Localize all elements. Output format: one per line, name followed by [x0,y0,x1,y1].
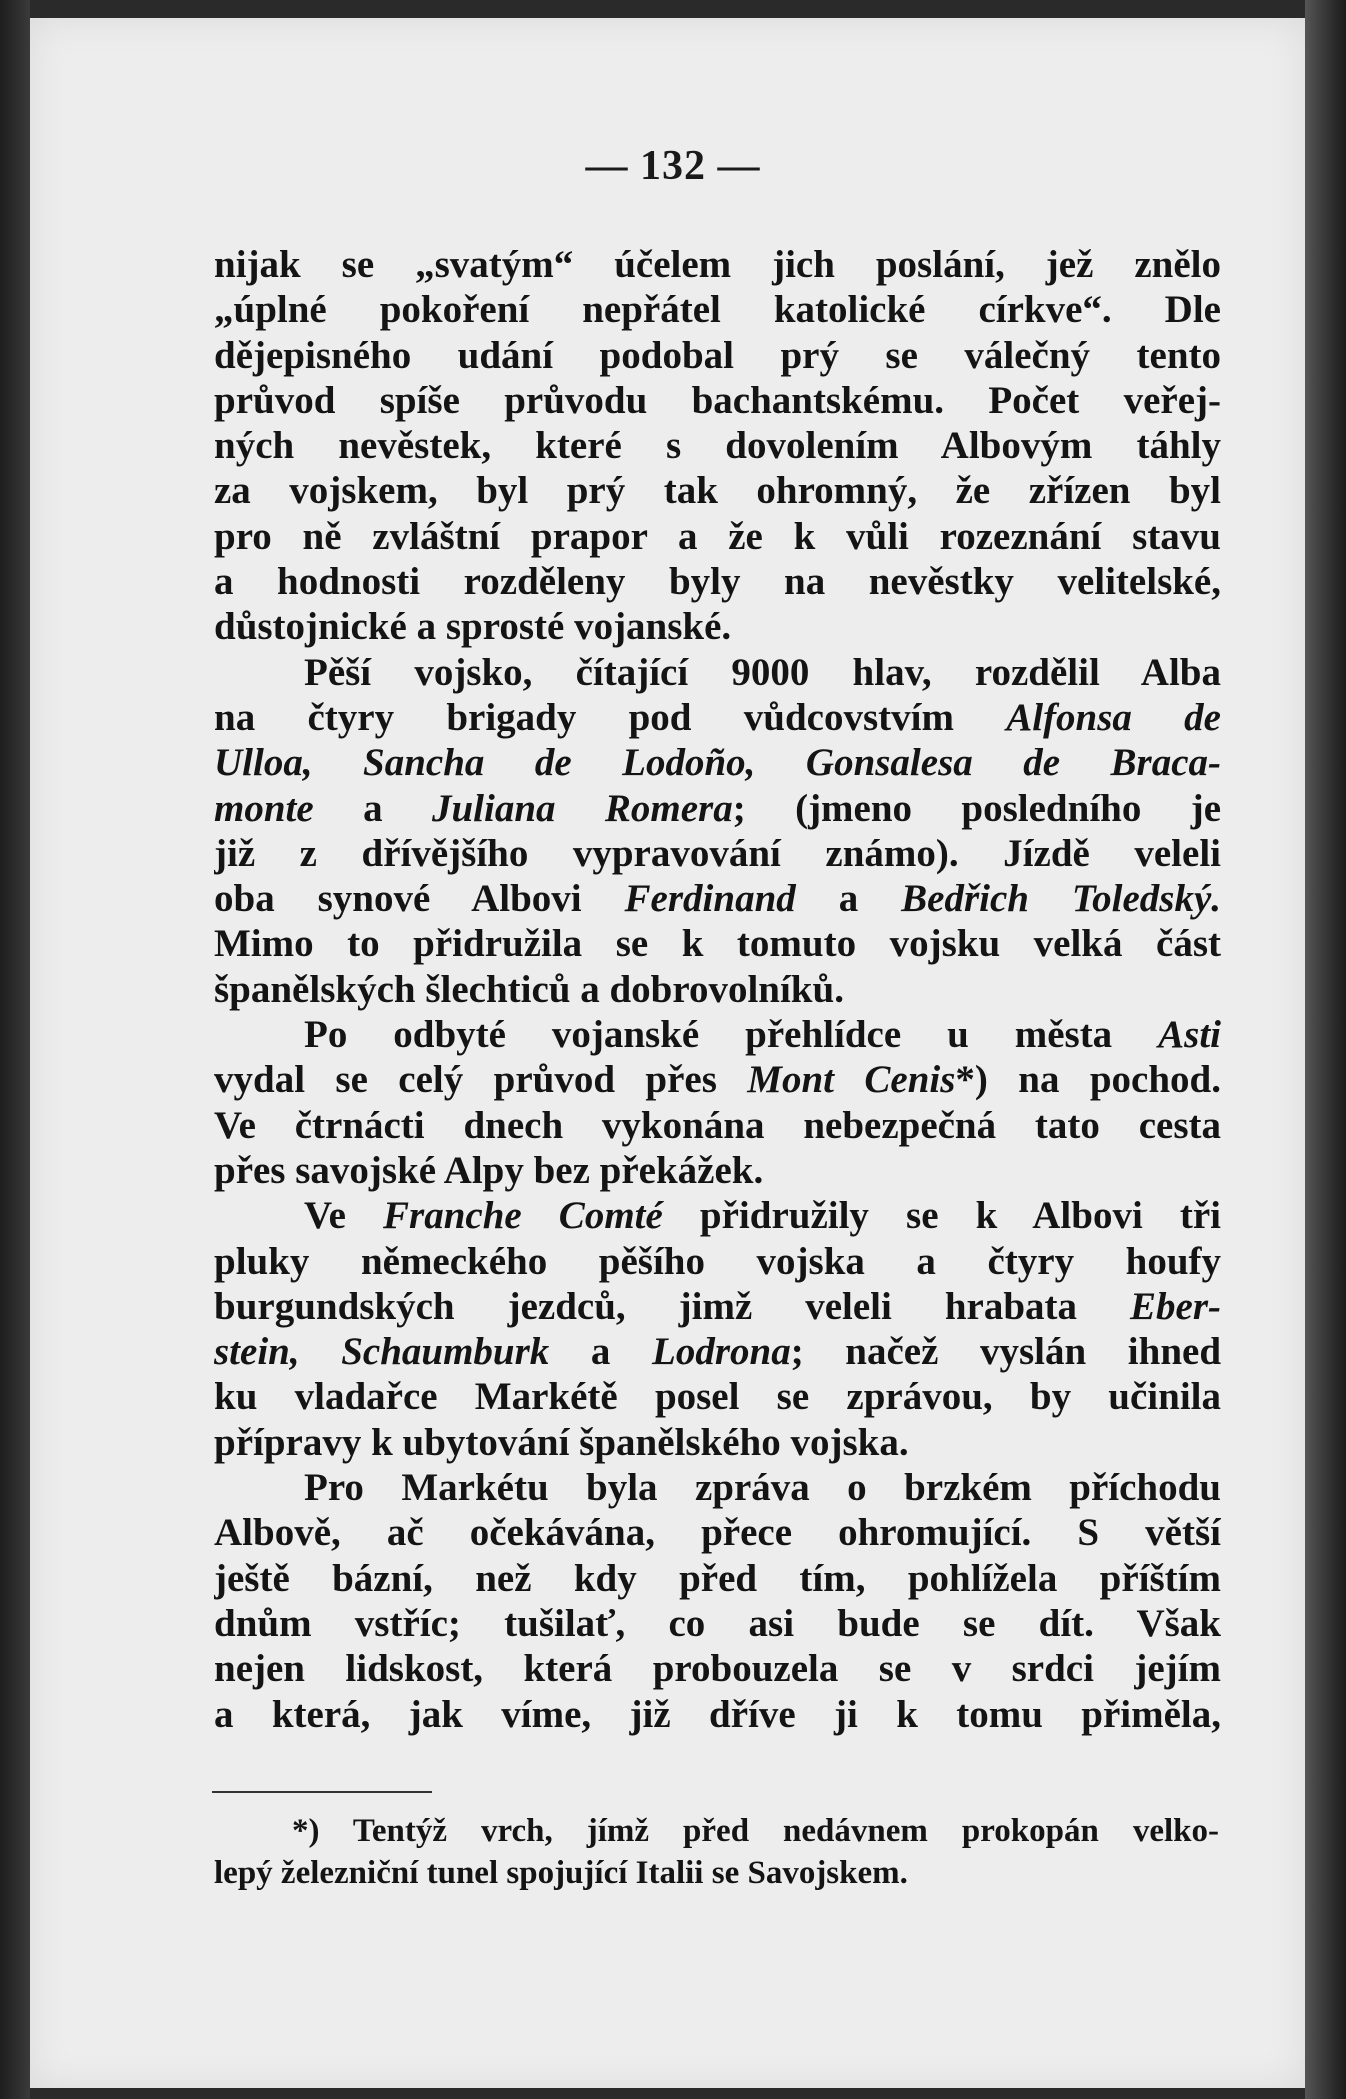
text-line: ných nevěstek, které s dovolením Albovým táhly [214,424,1221,468]
text-line: Ve čtrnácti dnech vykonána nebezpečná tato cesta [214,1103,1221,1147]
text-line: nijak se „svatým“ účelem jich poslání, jež znělo [214,243,1221,286]
page-number: — 132 — [585,143,761,189]
text-line: stein, Schaumburk a Lodrona; načež vyslán ihned [214,1330,1221,1374]
text-line: pro ně zvláštní prapor a že k vůli rozeznání stavu [214,514,1221,558]
scan-right-edge [1305,0,1346,2099]
scan-left-edge [0,0,30,2099]
text-line: na čtyry brigady pod vůdcovstvím Alfonsa de [214,695,1221,739]
text-line: Ulloa, Sancha de Lodoño, Gonsalesa de Braca- [214,741,1221,785]
footnote [214,1810,1219,1894]
text-line: za vojskem, byl prý tak ohromný, že zřízen byl [214,469,1221,513]
text-line: burgundských jezdců, jimž veleli hrabata Eber- [214,1284,1221,1328]
text-line: Pro Markétu byla zpráva o brzkém příchodu [304,1466,1221,1510]
text-line: průvod spíše průvodu bachantskému. Počet veřej- [214,378,1221,422]
text-line: dnům vstříc; tušilať, co asi bude se dít. Však [214,1601,1221,1645]
text-line: nejen lidskost, která probouzela se v srdci jejím [214,1647,1221,1691]
text-line: přes savojské Alpy bez překážek. [214,1148,764,1192]
text-line: a hodnosti rozděleny byly na nevěstky velitelské, [214,560,1221,604]
text-line: již z dřívějšího vypravování známo). Jízdě veleli [214,831,1221,875]
text-line: oba synové Albovi Ferdinand a Bedřich Toledský. [214,877,1221,921]
text-line: španělských šlechticů a dobrovolníků. [214,967,844,1011]
text-line: pluky německého pěšího vojska a čtyry houfy [214,1239,1221,1283]
footnote-separator [212,1791,432,1793]
text-line: Ve Franche Comté přidružily se k Albovi tři [304,1194,1221,1238]
text-line: „úplné pokoření nepřátel katolické církve“. Dle [214,288,1221,332]
footnote-line: *) Tentýž vrch, jímž před nedávnem prokopán velko- [292,1813,1219,1849]
text-line: Mimo to přidružila se k tomuto vojsku velká část [214,922,1221,966]
body-text [214,242,1221,1737]
text-line: ku vladařce Markétě posel se zprávou, by učinila [214,1375,1221,1419]
text-line: přípravy k ubytování španělského vojska. [214,1420,909,1464]
text-line: vydal se celý průvod přes Mont Cenis*) na pochod. [214,1058,1221,1102]
text-line: a která, jak víme, již dříve ji k tomu přiměla, [214,1692,1221,1736]
text-line: důstojnické a sprosté vojanské. [214,605,732,649]
text-line: Pěší vojsko, čítající 9000 hlav, rozdělil Alba [304,650,1221,694]
footnote-line: lepý železniční tunel spojující Italii se Savojskem. [214,1855,908,1891]
text-line: Albově, ač očekávána, přece ohromující. S větší [214,1511,1221,1555]
text-line: ještě bázní, než kdy před tím, pohlížela příštím [214,1556,1221,1600]
text-line: Po odbyté vojanské přehlídce u města Asti [304,1013,1221,1057]
text-line: monte a Juliana Romera; (jmeno posledního je [214,786,1221,830]
text-line: dějepisného udání podobal prý se válečný tento [214,333,1221,377]
